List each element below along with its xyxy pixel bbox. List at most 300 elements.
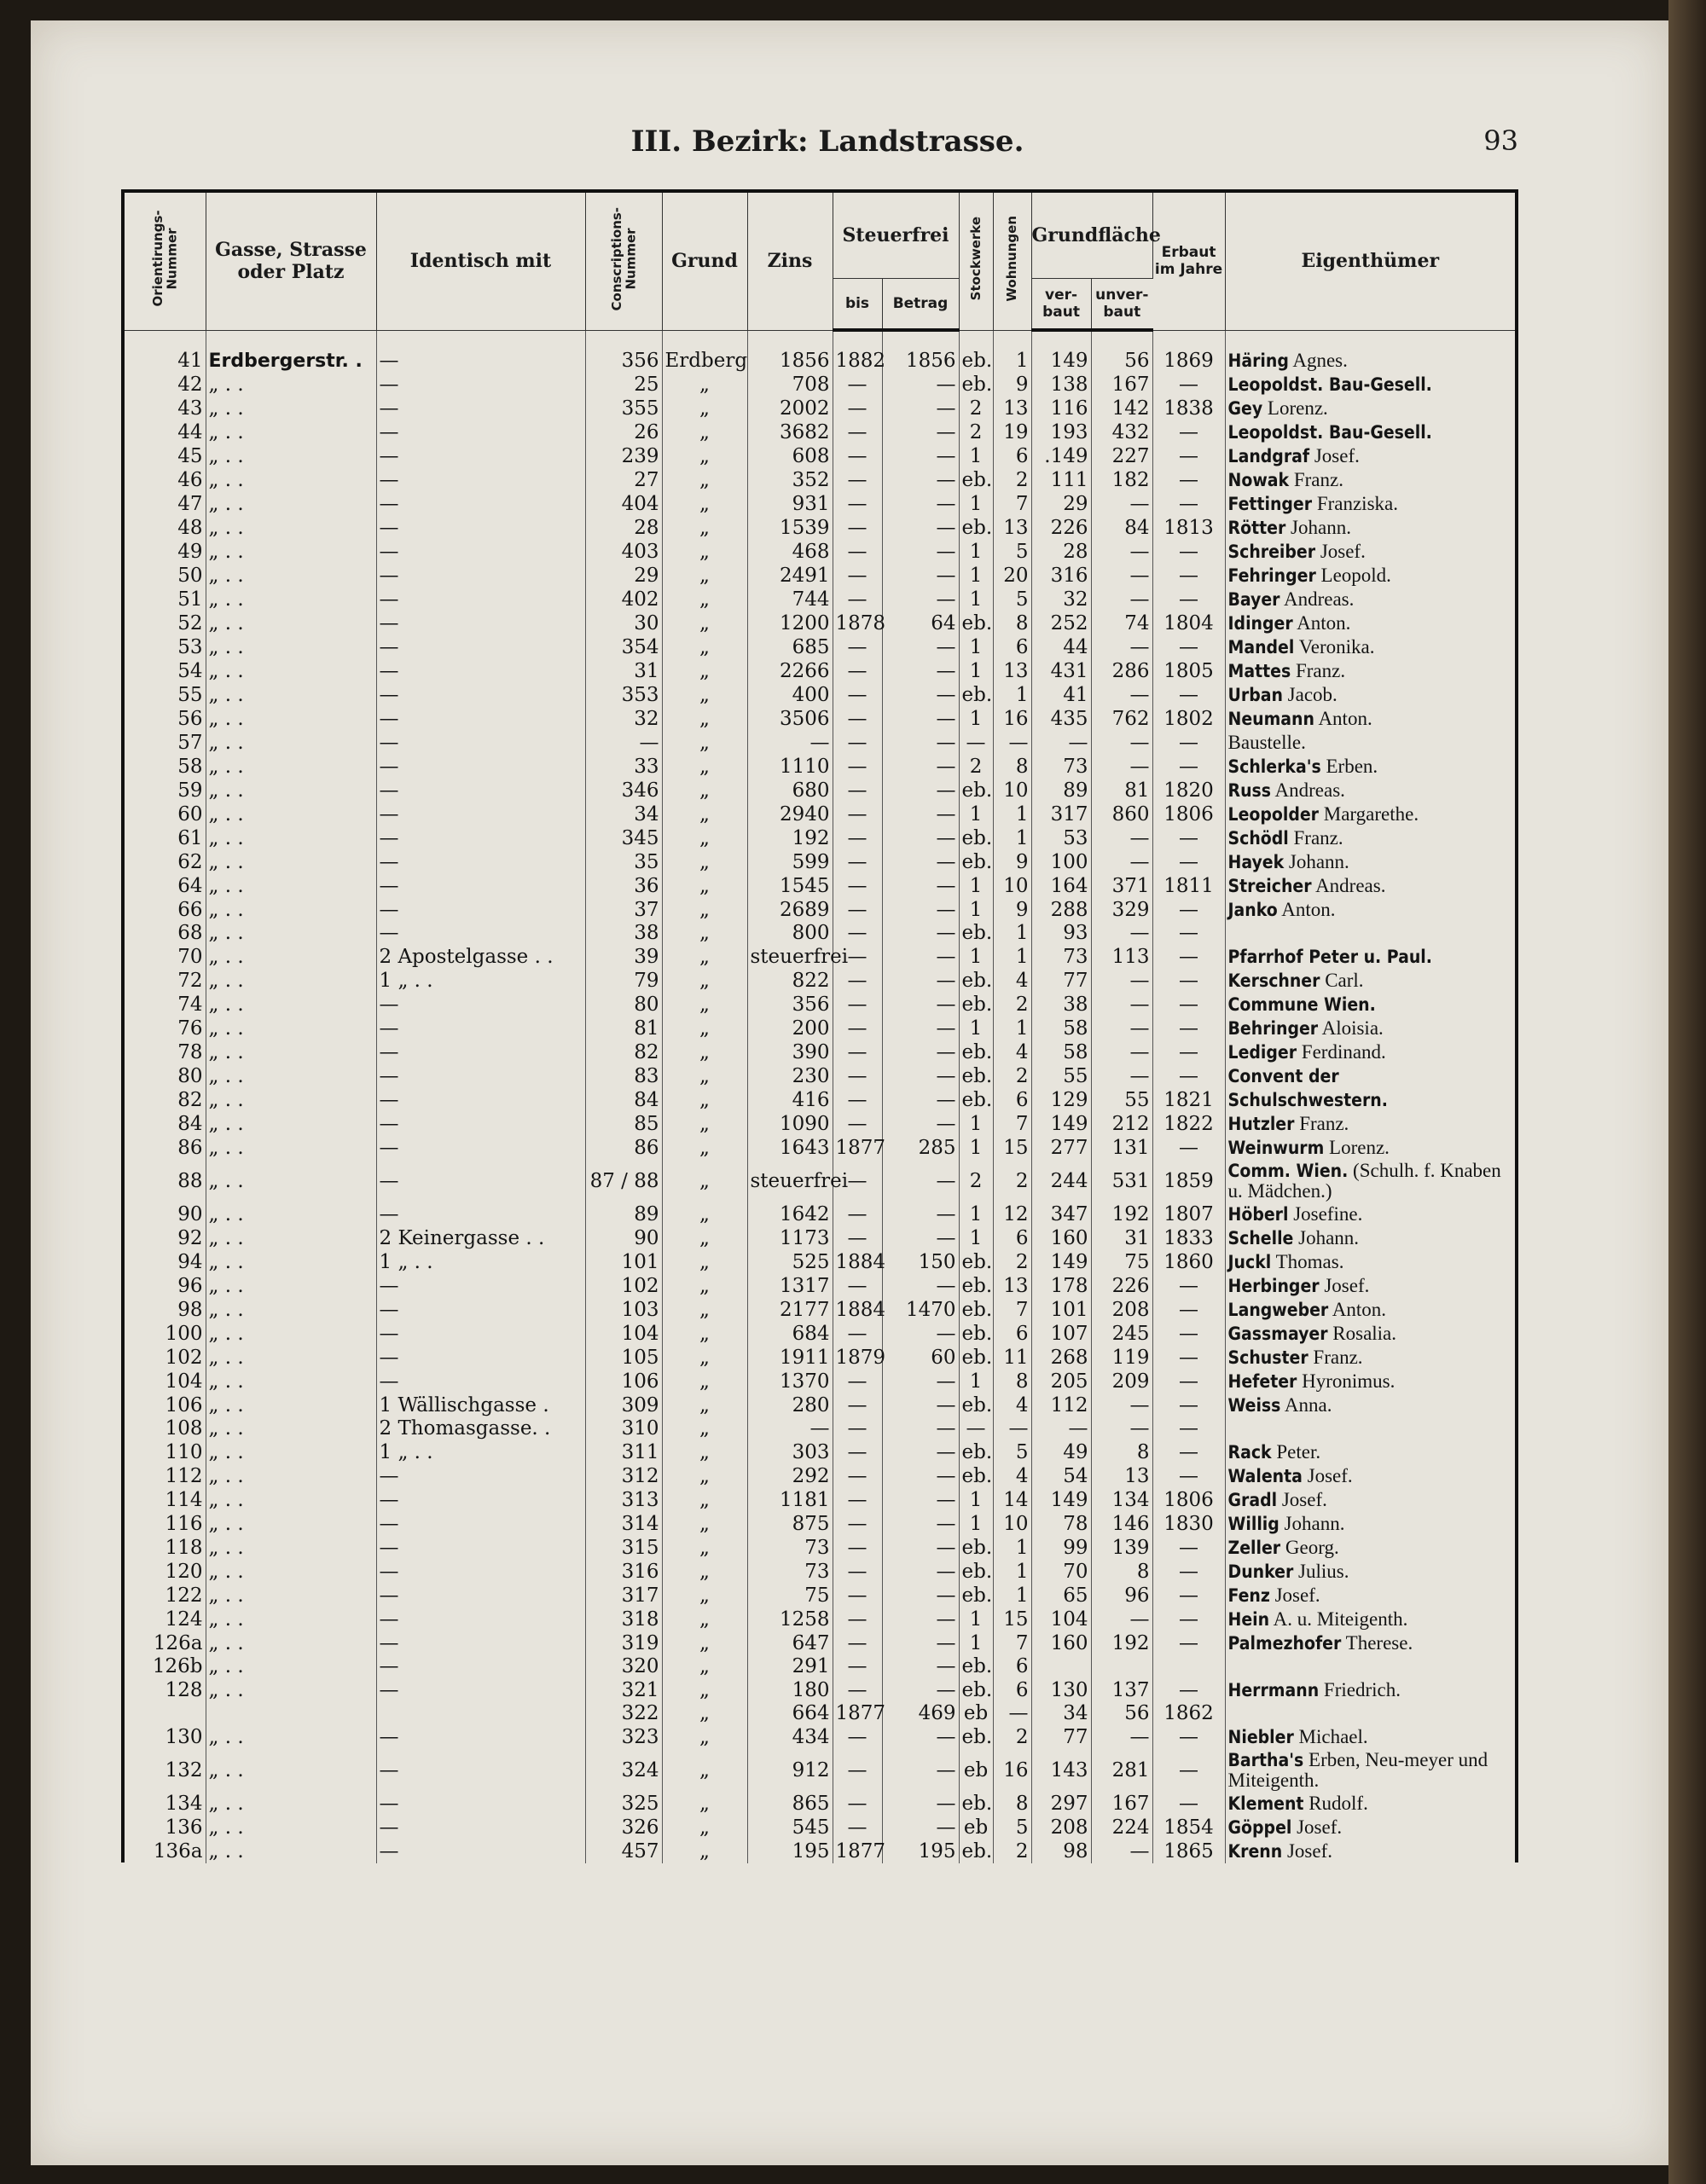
owner-given: A. u. Miteigenth. xyxy=(1273,1608,1408,1630)
col-verbaut: ver-baut xyxy=(1031,279,1091,331)
cell-street-name: „ . . xyxy=(208,1393,244,1416)
cell-verbaut: 99 xyxy=(1031,1536,1091,1560)
cell-wohnungen: 5 xyxy=(993,1816,1031,1839)
cell-steuerfrei-betrag: — xyxy=(882,1322,959,1346)
cell-conscription-nr: 323 xyxy=(585,1725,662,1749)
cell-steuerfrei-bis: — xyxy=(833,874,882,898)
table-row xyxy=(125,1725,1515,1749)
cell-orient-nr: 80 xyxy=(125,1064,206,1088)
owner-surname: Schulschwestern. xyxy=(1227,1090,1388,1110)
cell-stockwerke: eb. xyxy=(959,969,993,993)
cell-wohnungen: 19 xyxy=(993,420,1031,444)
owner-given: Johann. xyxy=(1288,851,1349,872)
cell-erbaut-jahr: — xyxy=(1152,540,1225,564)
owner-given: Julius. xyxy=(1298,1561,1349,1582)
cell-stockwerke: eb. xyxy=(959,1322,993,1346)
cell-stockwerke: eb. xyxy=(959,1725,993,1749)
cell-orient-nr: 52 xyxy=(125,611,206,635)
cell-zins: 280 xyxy=(747,1393,833,1417)
cell-unverbaut: — xyxy=(1091,1040,1152,1064)
cell-owner xyxy=(1225,635,1515,659)
owner-surname: Juckl xyxy=(1227,1252,1272,1272)
cell-grund: „ xyxy=(662,1440,747,1464)
cell-street-name: „ . . xyxy=(208,444,244,467)
cell-zins: 400 xyxy=(747,683,833,707)
cell-erbaut-jahr: — xyxy=(1152,945,1225,969)
cell-street-name: „ . . xyxy=(208,397,244,420)
cell-street-name: „ . . xyxy=(208,1274,244,1297)
cell-conscription-nr: 324 xyxy=(585,1749,662,1792)
cell-unverbaut: 227 xyxy=(1091,444,1152,468)
owner-given: Leopold. xyxy=(1320,565,1391,586)
cell-orient-nr: 94 xyxy=(125,1250,206,1274)
cell-steuerfrei-bis: — xyxy=(833,1040,882,1064)
cell-owner xyxy=(1225,1816,1515,1839)
owner-surname: Schelle xyxy=(1227,1228,1294,1248)
table-row xyxy=(125,492,1515,516)
cell-steuerfrei-bis: — xyxy=(833,802,882,826)
table-row xyxy=(125,1136,1515,1160)
cell-orient-nr: 46 xyxy=(125,468,206,492)
cell-stockwerke: 1 xyxy=(959,492,993,516)
cell-orient-nr: 136a xyxy=(125,1839,206,1863)
cell-street-name: „ . . xyxy=(208,1136,244,1159)
cell-zins: 2002 xyxy=(747,397,833,420)
cell-verbaut: 107 xyxy=(1031,1322,1091,1346)
cell-unverbaut: 146 xyxy=(1091,1512,1152,1536)
cell-wohnungen: 1 xyxy=(993,945,1031,969)
cell-owner xyxy=(1225,420,1515,444)
cell-steuerfrei-betrag: 150 xyxy=(882,1250,959,1274)
cell-ident-with: — xyxy=(376,420,585,444)
cell-steuerfrei-betrag: — xyxy=(882,1464,959,1488)
cell-unverbaut: 192 xyxy=(1091,1631,1152,1655)
cell-conscription-nr: 310 xyxy=(585,1417,662,1440)
owner-surname: Bartha's xyxy=(1227,1750,1304,1770)
owner-surname: Weinwurm xyxy=(1227,1138,1325,1158)
cell-steuerfrei-betrag: — xyxy=(882,1608,959,1631)
cell-street-name: „ . . xyxy=(208,826,244,849)
cell-zins: 1200 xyxy=(747,611,833,635)
cell-ident-with: — xyxy=(376,1560,585,1584)
cell-street-name: „ . . xyxy=(208,1322,244,1345)
table-row xyxy=(125,420,1515,444)
cell-unverbaut: 224 xyxy=(1091,1816,1152,1839)
cell-grund: „ xyxy=(662,444,747,468)
owner-surname: Rötter xyxy=(1227,518,1286,538)
owner-given: Peter. xyxy=(1276,1441,1321,1463)
cell-unverbaut: — xyxy=(1091,850,1152,874)
owner-surname: Gey xyxy=(1227,398,1263,419)
cell-verbaut: — xyxy=(1031,731,1091,755)
cell-grund: „ xyxy=(662,969,747,993)
cell-street-name: „ . . xyxy=(208,993,244,1016)
cell-street-name: „ . . xyxy=(208,1584,244,1607)
cell-owner xyxy=(1225,683,1515,707)
cell-steuerfrei-betrag: — xyxy=(882,1226,959,1250)
cell-erbaut-jahr: — xyxy=(1152,1136,1225,1160)
cell-conscription-nr: 36 xyxy=(585,874,662,898)
owner-surname: Landgraf xyxy=(1227,446,1310,466)
owner-given: Michael. xyxy=(1298,1726,1368,1747)
cell-stockwerke: eb. xyxy=(959,1839,993,1863)
cell-conscription-nr: 312 xyxy=(585,1464,662,1488)
cell-owner xyxy=(1225,993,1515,1017)
cell-zins: 468 xyxy=(747,540,833,564)
cell-verbaut: 149 xyxy=(1031,1250,1091,1274)
cell-zins: 1370 xyxy=(747,1370,833,1393)
cell-street-name: „ . . xyxy=(208,1631,244,1654)
owner-given: Franz. xyxy=(1295,660,1346,681)
cell-unverbaut: — xyxy=(1091,1725,1152,1749)
cell-steuerfrei-bis: — xyxy=(833,779,882,802)
cell-conscription-nr: 30 xyxy=(585,611,662,635)
cell-street-name: „ . . xyxy=(208,707,244,730)
cell-steuerfrei-bis: — xyxy=(833,1464,882,1488)
table-row xyxy=(125,516,1515,540)
cell-grund: „ xyxy=(662,683,747,707)
cell-unverbaut: 81 xyxy=(1091,779,1152,802)
cell-conscription-nr: 82 xyxy=(585,1040,662,1064)
cell-steuerfrei-bis: 1877 xyxy=(833,1136,882,1160)
cell-owner xyxy=(1225,1226,1515,1250)
cell-grund: „ xyxy=(662,588,747,611)
owner-given: Franz. xyxy=(1293,469,1343,490)
cell-steuerfrei-bis: — xyxy=(833,1393,882,1417)
cell-grund: „ xyxy=(662,874,747,898)
table-row xyxy=(125,1702,1515,1725)
cell-street-name: „ . . xyxy=(208,1792,244,1815)
cell-unverbaut: — xyxy=(1091,1417,1152,1440)
table-row xyxy=(125,1749,1515,1792)
cell-unverbaut: 56 xyxy=(1091,349,1152,373)
cell-steuerfrei-betrag: — xyxy=(882,1440,959,1464)
table-row xyxy=(125,1417,1515,1440)
cell-stockwerke: eb. xyxy=(959,922,993,945)
owner-given: Georg. xyxy=(1285,1537,1339,1558)
cell-stockwerke: eb. xyxy=(959,1298,993,1322)
cell-orient-nr: 126a xyxy=(125,1631,206,1655)
cell-steuerfrei-betrag: — xyxy=(882,1088,959,1112)
owner-given: Therese. xyxy=(1345,1632,1413,1654)
cell-unverbaut: 167 xyxy=(1091,1792,1152,1816)
cell-wohnungen: 15 xyxy=(993,1136,1031,1160)
table-row xyxy=(125,659,1515,683)
cell-verbaut: 58 xyxy=(1031,1017,1091,1040)
cell-stockwerke: 1 xyxy=(959,1631,993,1655)
cell-verbaut: 129 xyxy=(1031,1088,1091,1112)
cell-stockwerke: 2 xyxy=(959,755,993,779)
cell-erbaut-jahr: — xyxy=(1152,1560,1225,1584)
cell-unverbaut: — xyxy=(1091,683,1152,707)
cell-orient-nr: 66 xyxy=(125,898,206,922)
cell-conscription-nr: 318 xyxy=(585,1608,662,1631)
cell-street-name: „ . . xyxy=(208,1064,244,1087)
cell-verbaut: 112 xyxy=(1031,1393,1091,1417)
cell-zins: 1317 xyxy=(747,1274,833,1298)
cell-street-name: „ . . xyxy=(208,1464,244,1487)
cell-wohnungen: 16 xyxy=(993,707,1031,731)
cell-street-name: „ . . xyxy=(208,1488,244,1511)
cell-verbaut: 288 xyxy=(1031,898,1091,922)
cell-unverbaut: — xyxy=(1091,588,1152,611)
cell-verbaut: 317 xyxy=(1031,802,1091,826)
cell-grund: „ xyxy=(662,1274,747,1298)
cell-zins: 75 xyxy=(747,1584,833,1608)
cell-verbaut: 53 xyxy=(1031,826,1091,850)
cell-zins: 2266 xyxy=(747,659,833,683)
cell-grund: „ xyxy=(662,1112,747,1136)
cell-steuerfrei-betrag: — xyxy=(882,1274,959,1298)
cell-zins: 192 xyxy=(747,826,833,850)
cell-orient-nr: 120 xyxy=(125,1560,206,1584)
cell-steuerfrei-betrag: 195 xyxy=(882,1839,959,1863)
cell-street-name: „ . . xyxy=(208,898,244,921)
cell-steuerfrei-betrag: — xyxy=(882,444,959,468)
cell-steuerfrei-bis: — xyxy=(833,1202,882,1226)
cell-street-name: „ . . xyxy=(208,492,244,515)
cell-steuerfrei-bis: — xyxy=(833,898,882,922)
cell-conscription-nr: 80 xyxy=(585,993,662,1017)
cell-orient-nr: 51 xyxy=(125,588,206,611)
cell-verbaut: 149 xyxy=(1031,349,1091,373)
cell-wohnungen: 7 xyxy=(993,492,1031,516)
cell-steuerfrei-betrag: — xyxy=(882,1393,959,1417)
cell-steuerfrei-bis: 1879 xyxy=(833,1346,882,1370)
cell-grund: „ xyxy=(662,635,747,659)
cell-steuerfrei-betrag: — xyxy=(882,779,959,802)
register-grid xyxy=(125,193,1515,1863)
cell-street-name: „ . . xyxy=(208,850,244,873)
cell-unverbaut: 84 xyxy=(1091,516,1152,540)
cell-erbaut-jahr: — xyxy=(1152,1608,1225,1631)
cell-street-name: „ . . xyxy=(208,1298,244,1321)
table-row xyxy=(125,993,1515,1017)
cell-unverbaut: 96 xyxy=(1091,1584,1152,1608)
cell-owner xyxy=(1225,1536,1515,1560)
cell-zins: 664 xyxy=(747,1702,833,1725)
col-ident: Identisch mit xyxy=(376,193,585,330)
cell-verbaut: 178 xyxy=(1031,1274,1091,1298)
cell-grund: „ xyxy=(662,1702,747,1725)
cell-zins: 230 xyxy=(747,1064,833,1088)
cell-conscription-nr: 37 xyxy=(585,898,662,922)
cell-unverbaut: 286 xyxy=(1091,659,1152,683)
cell-steuerfrei-bis: — xyxy=(833,993,882,1017)
cell-steuerfrei-bis: — xyxy=(833,1274,882,1298)
cell-erbaut-jahr: — xyxy=(1152,444,1225,468)
cell-owner xyxy=(1225,1370,1515,1393)
cell-erbaut-jahr: — xyxy=(1152,420,1225,444)
table-row xyxy=(125,1839,1515,1863)
cell-steuerfrei-bis: — xyxy=(833,1226,882,1250)
cell-street-name: „ . . xyxy=(208,659,244,682)
cell-verbaut: 252 xyxy=(1031,611,1091,635)
cell-grund: „ xyxy=(662,1346,747,1370)
cell-orient-nr: 68 xyxy=(125,922,206,945)
cell-ident-with: — xyxy=(376,444,585,468)
cell-wohnungen: 8 xyxy=(993,1370,1031,1393)
owner-surname: Idinger xyxy=(1227,613,1293,634)
table-row xyxy=(125,969,1515,993)
cell-stockwerke: — xyxy=(959,1417,993,1440)
cell-stockwerke: eb xyxy=(959,1816,993,1839)
cell-steuerfrei-bis: — xyxy=(833,850,882,874)
cell-conscription-nr: 79 xyxy=(585,969,662,993)
owner-surname: Urban xyxy=(1227,685,1283,705)
table-row xyxy=(125,922,1515,945)
cell-orient-nr: 108 xyxy=(125,1417,206,1440)
cell-stockwerke: eb. xyxy=(959,1464,993,1488)
cell-wohnungen: 15 xyxy=(993,1608,1031,1631)
cell-ident-with: — xyxy=(376,1792,585,1816)
cell-steuerfrei-betrag: — xyxy=(882,564,959,588)
cell-zins: 195 xyxy=(747,1839,833,1863)
cell-zins: 875 xyxy=(747,1512,833,1536)
cell-grund: „ xyxy=(662,1464,747,1488)
cell-grund: „ xyxy=(662,1250,747,1274)
cell-wohnungen: 6 xyxy=(993,1088,1031,1112)
cell-unverbaut: — xyxy=(1091,826,1152,850)
cell-unverbaut xyxy=(1091,1655,1152,1678)
cell-steuerfrei-bis: — xyxy=(833,1678,882,1702)
table-row xyxy=(125,1040,1515,1064)
cell-verbaut: 164 xyxy=(1031,874,1091,898)
cell-steuerfrei-betrag: — xyxy=(882,1202,959,1226)
cell-steuerfrei-betrag: — xyxy=(882,1584,959,1608)
cell-street-name: „ . . xyxy=(208,516,244,539)
cell-steuerfrei-bis: — xyxy=(833,659,882,683)
cell-grund: „ xyxy=(662,540,747,564)
cell-unverbaut: 762 xyxy=(1091,707,1152,731)
cell-street-name: „ . . xyxy=(208,1608,244,1631)
cell-stockwerke: 1 xyxy=(959,1112,993,1136)
cell-steuerfrei-bis: 1878 xyxy=(833,611,882,635)
cell-erbaut-jahr: — xyxy=(1152,898,1225,922)
cell-steuerfrei-bis: 1877 xyxy=(833,1702,882,1725)
owner-given: Erben, Neu-meyer und Miteigenth. xyxy=(1227,1749,1488,1791)
cell-zins: 3682 xyxy=(747,420,833,444)
owner-given: Josef. xyxy=(1274,1584,1320,1606)
cell-erbaut-jahr: — xyxy=(1152,492,1225,516)
cell-unverbaut: 8 xyxy=(1091,1560,1152,1584)
cell-owner xyxy=(1225,1250,1515,1274)
cell-wohnungen: — xyxy=(993,1417,1031,1440)
owner-surname: Langweber xyxy=(1227,1300,1329,1320)
cell-street-name: „ . . xyxy=(208,874,244,897)
cell-unverbaut: — xyxy=(1091,540,1152,564)
cell-wohnungen: 2 xyxy=(993,1725,1031,1749)
col-betrag: Betrag xyxy=(882,279,959,331)
cell-steuerfrei-bis: — xyxy=(833,755,882,779)
cell-orient-nr: 74 xyxy=(125,993,206,1017)
cell-conscription-nr: 317 xyxy=(585,1584,662,1608)
cell-owner xyxy=(1225,516,1515,540)
cell-unverbaut: 113 xyxy=(1091,945,1152,969)
cell-erbaut-jahr: 1820 xyxy=(1152,779,1225,802)
cell-street-name: „ . . xyxy=(208,1512,244,1535)
cell-zins: 2177 xyxy=(747,1298,833,1322)
cell-wohnungen: 1 xyxy=(993,826,1031,850)
cell-stockwerke: eb. xyxy=(959,1560,993,1584)
cell-erbaut-jahr: — xyxy=(1152,683,1225,707)
cell-orient-nr: 54 xyxy=(125,659,206,683)
owner-surname: Willig xyxy=(1227,1514,1280,1534)
cell-conscription-nr: 322 xyxy=(585,1702,662,1725)
cell-owner xyxy=(1225,1440,1515,1464)
cell-zins: 200 xyxy=(747,1017,833,1040)
cell-zins: 1539 xyxy=(747,516,833,540)
cell-conscription-nr: 239 xyxy=(585,444,662,468)
owner-given: Franz. xyxy=(1293,827,1343,849)
cell-steuerfrei-bis: — xyxy=(833,397,882,420)
owner-surname: Mattes xyxy=(1227,661,1291,681)
cell-stockwerke: eb. xyxy=(959,1440,993,1464)
cell-owner xyxy=(1225,969,1515,993)
cell-erbaut-jahr: — xyxy=(1152,1274,1225,1298)
cell-stockwerke: 1 xyxy=(959,588,993,611)
cell-wohnungen: 5 xyxy=(993,1440,1031,1464)
cell-grund: „ xyxy=(662,826,747,850)
cell-conscription-nr: 102 xyxy=(585,1274,662,1298)
cell-steuerfrei-bis: — xyxy=(833,1440,882,1464)
cell-erbaut-jahr: — xyxy=(1152,1370,1225,1393)
cell-conscription-nr: 90 xyxy=(585,1226,662,1250)
cell-ident-with: — xyxy=(376,755,585,779)
cell-street-name: „ . . xyxy=(208,1758,244,1781)
cell-erbaut-jahr: — xyxy=(1152,1440,1225,1464)
owner-surname: Dunker xyxy=(1227,1561,1294,1582)
cell-steuerfrei-bis: — xyxy=(833,1655,882,1678)
cell-conscription-nr: 106 xyxy=(585,1370,662,1393)
owner-surname: Pfarrhof Peter u. Paul. xyxy=(1227,947,1432,967)
owner-surname: Herrmann xyxy=(1227,1680,1320,1700)
cell-erbaut-jahr: — xyxy=(1152,993,1225,1017)
cell-owner xyxy=(1225,349,1515,373)
cell-unverbaut: 142 xyxy=(1091,397,1152,420)
cell-stockwerke: eb. xyxy=(959,1250,993,1274)
cell-stockwerke: eb. xyxy=(959,373,993,397)
cell-steuerfrei-bis: — xyxy=(833,1816,882,1839)
owner-surname: Russ xyxy=(1227,780,1272,801)
cell-steuerfrei-bis: — xyxy=(833,492,882,516)
cell-ident-with: — xyxy=(376,1631,585,1655)
cell-owner xyxy=(1225,1725,1515,1749)
table-row xyxy=(125,373,1515,397)
cell-ident-with: 1 „ . . xyxy=(376,1440,585,1464)
cell-steuerfrei-bis: — xyxy=(833,635,882,659)
cell-zins: 291 xyxy=(747,1655,833,1678)
cell-owner xyxy=(1225,1584,1515,1608)
owner-given: Josef. xyxy=(1320,541,1366,562)
cell-wohnungen: 2 xyxy=(993,993,1031,1017)
cell-ident-with: — xyxy=(376,1655,585,1678)
table-row xyxy=(125,349,1515,373)
cell-steuerfrei-betrag: 1856 xyxy=(882,349,959,373)
cell-verbaut: 116 xyxy=(1031,397,1091,420)
cell-orient-nr: 132 xyxy=(125,1749,206,1792)
cell-ident-with: — xyxy=(376,492,585,516)
cell-orient-nr: 47 xyxy=(125,492,206,516)
owner-surname: Walenta xyxy=(1227,1466,1303,1486)
cell-unverbaut: 56 xyxy=(1091,1702,1152,1725)
cell-steuerfrei-bis: — xyxy=(833,707,882,731)
cell-stockwerke: 1 xyxy=(959,802,993,826)
owner-surname: Leopoldst. Bau-Gesell. xyxy=(1227,374,1432,395)
cell-unverbaut: — xyxy=(1091,1393,1152,1417)
cell-zins: 2689 xyxy=(747,898,833,922)
cell-steuerfrei-bis: — xyxy=(833,1725,882,1749)
